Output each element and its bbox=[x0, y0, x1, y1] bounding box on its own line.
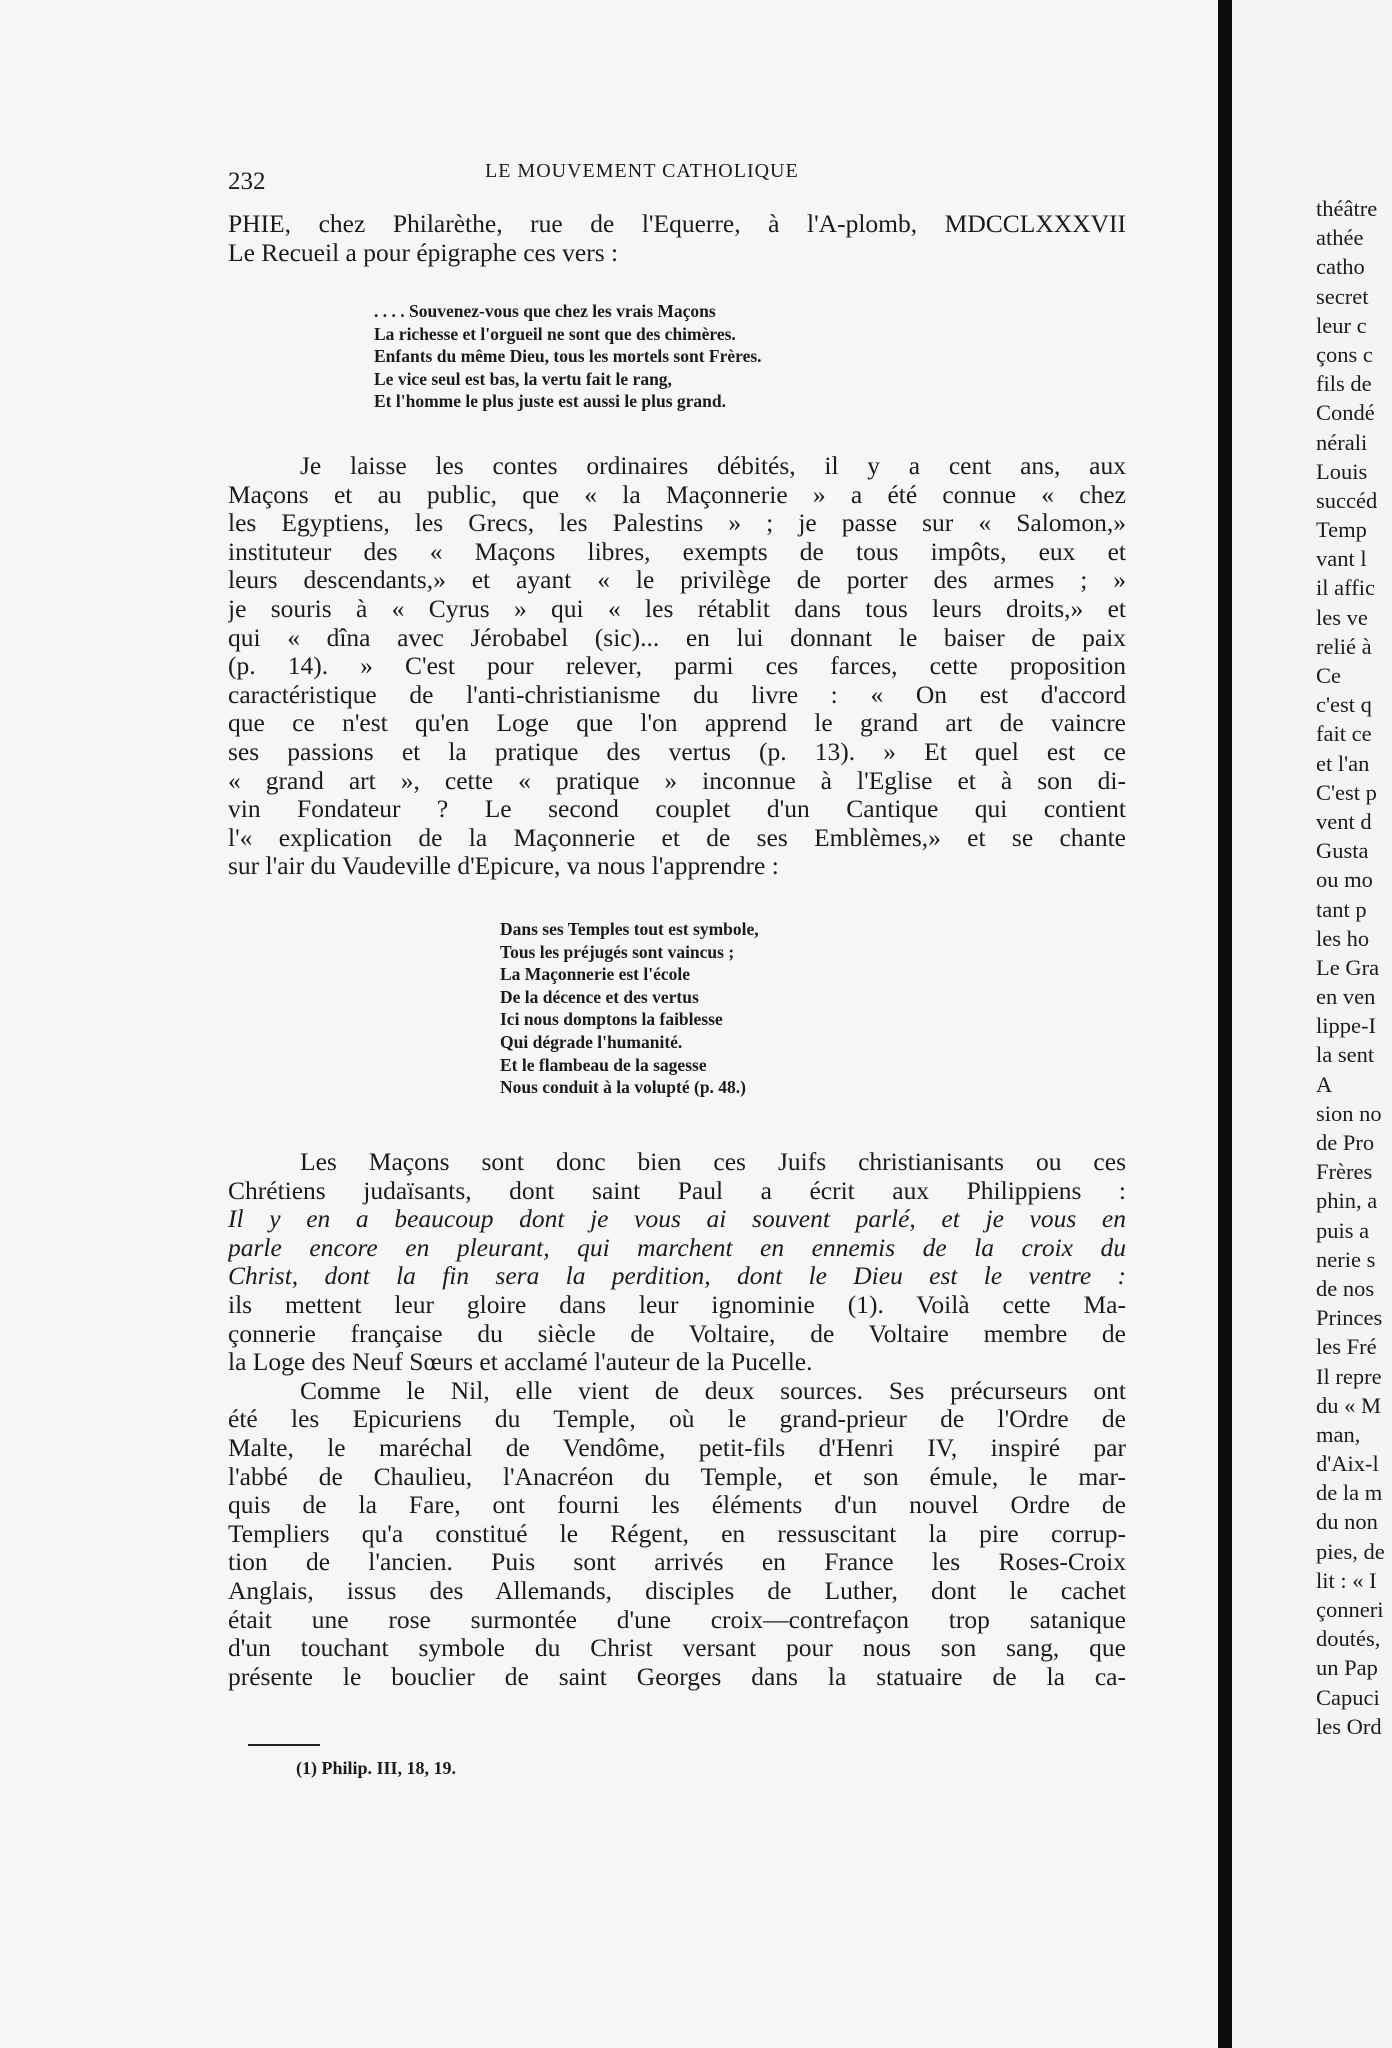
right-page-line: en ven bbox=[1316, 984, 1376, 1010]
text-line: tion de l'ancien. Puis sont arrivés en France les Roses-Croix bbox=[228, 1548, 1126, 1577]
right-page-line: de la m bbox=[1316, 1480, 1383, 1506]
right-page-line: les Fré bbox=[1316, 1334, 1377, 1360]
text-line: la Loge des Neuf Sœurs et acclamé l'auteur de la Pucelle. bbox=[228, 1348, 813, 1377]
text-line: Je laisse les contes ordinaires débités, il y a cent ans, aux bbox=[300, 452, 1126, 480]
verse-line: Tous les préjugés sont vaincus ; bbox=[500, 941, 735, 962]
right-page-line: relié à bbox=[1316, 633, 1372, 659]
text-line: sur l'air du Vaudeville d'Epicure, va nous l'apprendre : bbox=[228, 852, 779, 881]
paragraph-2 bbox=[228, 1148, 1126, 1691]
text-line: vin Fondateur ? Le second couplet d'un Cantique qui contient bbox=[228, 795, 1126, 824]
verse-line: La Maçonnerie est l'école bbox=[500, 964, 691, 985]
paragraph-1 bbox=[228, 452, 1126, 881]
right-page-line: théâtre bbox=[1316, 196, 1378, 221]
verse-line: Ici nous domptons la faiblesse bbox=[500, 1009, 723, 1030]
running-head: LE MOUVEMENT CATHOLIQUE bbox=[485, 160, 799, 182]
epigraph-verse bbox=[374, 300, 762, 413]
text-line: ses passions et la pratique des vertus (p. 13). » Et quel est ce bbox=[228, 737, 1126, 766]
footnote-rule bbox=[248, 1744, 320, 1746]
right-page-line: lit : « I bbox=[1316, 1567, 1377, 1593]
text-line: PHIE, chez Philarèthe, rue de l'Equerre, à l'A-plomb, MDCCLXXXVII bbox=[228, 210, 1126, 238]
right-page-line: la sent bbox=[1316, 1042, 1375, 1068]
verse-line: La richesse et l'orgueil ne sont que des chimères. bbox=[374, 323, 736, 344]
text-line: Anglais, issus des Allemands, disciples de Luther, dont le cachet bbox=[228, 1576, 1126, 1605]
verse-line: Qui dégrade l'humanité. bbox=[500, 1031, 683, 1052]
text-line: était une rose surmontée d'une croix—contrefaçon trop satanique bbox=[228, 1605, 1126, 1634]
right-page-line: de Pro bbox=[1316, 1130, 1375, 1155]
text-line: Le Recueil a pour épigraphe ces vers : bbox=[228, 238, 619, 267]
right-page-line: catho bbox=[1316, 254, 1365, 280]
right-page-line: c'est q bbox=[1316, 692, 1372, 718]
right-page bbox=[1232, 0, 1392, 2048]
verse-line: Et l'homme le plus juste est aussi le plus grand. bbox=[374, 391, 726, 412]
right-page-line: puis a bbox=[1316, 1217, 1370, 1243]
right-page-line: vent d bbox=[1316, 808, 1372, 834]
right-page-line: leur c bbox=[1316, 312, 1367, 338]
text-line: quis de la Fare, ont fourni les éléments d'un nouvel Ordre de bbox=[228, 1491, 1126, 1520]
right-page-line: un Pap bbox=[1316, 1655, 1378, 1681]
text-line: Il y en a beaucoup dont je vous ai souvent parlé, et je vous en bbox=[228, 1205, 1126, 1234]
right-page-line: pies, de bbox=[1316, 1538, 1385, 1564]
right-page-line: fait ce bbox=[1316, 721, 1372, 747]
right-page-line: Le Gra bbox=[1316, 954, 1380, 980]
right-page-line: de nos bbox=[1316, 1275, 1375, 1301]
right-page-line: çons c bbox=[1316, 341, 1373, 367]
text-line: l'« explication de la Maçonnerie et de ses Emblèmes,» et se chante bbox=[228, 823, 1126, 852]
text-line: leurs descendants,» et ayant « le privilège de porter des armes ; » bbox=[228, 566, 1126, 595]
text-line: je souris à « Cyrus » qui « les rétablit dans tous leurs droits,» et bbox=[228, 594, 1126, 623]
verse-line: Nous conduit à la volupté (p. 48.) bbox=[500, 1077, 747, 1098]
text-line: çonnerie française du siècle de Voltaire, de Voltaire membre de bbox=[228, 1319, 1126, 1348]
text-line: « grand art », cette « pratique » inconnue à l'Eglise et à son di- bbox=[228, 766, 1126, 795]
text-line: d'un touchant symbole du Christ versant pour nous son sang, que bbox=[228, 1634, 1126, 1663]
right-page-line: Princes bbox=[1316, 1305, 1383, 1331]
text-line: caractéristique de l'anti-christianisme du livre : « On est d'accord bbox=[228, 680, 1126, 709]
verse-line: Enfants du même Dieu, tous les mortels sont Frères. bbox=[374, 346, 762, 367]
right-page-line: il affic bbox=[1316, 575, 1375, 601]
text-line: qui « dîna avec Jérobabel (sic)... en lui donnant le baiser de paix bbox=[228, 623, 1126, 652]
right-page-line: les ve bbox=[1316, 604, 1368, 630]
text-line: Christ, dont la fin sera la perdition, dont le Dieu est le ventre : bbox=[228, 1262, 1126, 1291]
right-page-line: nerie s bbox=[1316, 1246, 1376, 1272]
text-line: les Egyptiens, les Grecs, les Palestins » ; je passe sur « Salomon,» bbox=[228, 509, 1126, 538]
text-line: (p. 14). » C'est pour relever, parmi ces farces, cette proposition bbox=[228, 652, 1126, 681]
right-page-line: Il repre bbox=[1316, 1363, 1382, 1389]
right-page-line: tant p bbox=[1316, 896, 1367, 922]
right-page-column bbox=[1316, 194, 1392, 1741]
text-line: que ce n'est qu'en Loge que l'on apprend le grand art de vaincre bbox=[228, 709, 1126, 738]
right-page-line: Capuci bbox=[1316, 1684, 1380, 1710]
right-page-line: man, bbox=[1316, 1421, 1361, 1447]
text-block-top bbox=[228, 210, 1126, 267]
right-page-line: Temp bbox=[1316, 517, 1367, 543]
text-line: Templiers qu'a constitué le Régent, en ressuscitant la pire corrup- bbox=[228, 1519, 1126, 1548]
text-line: ils mettent leur gloire dans leur ignominie (1). Voilà cette Ma- bbox=[228, 1290, 1126, 1319]
right-page-line: secret bbox=[1316, 283, 1369, 309]
right-page-line: ou mo bbox=[1316, 867, 1373, 893]
right-page-line: A bbox=[1316, 1071, 1333, 1097]
verse-line: Et le flambeau de la sagesse bbox=[500, 1054, 707, 1075]
text-line: instituteur des « Maçons libres, exempts de tous impôts, eux et bbox=[228, 537, 1126, 566]
right-page-line: C'est p bbox=[1316, 779, 1377, 805]
right-page-line: les ho bbox=[1316, 925, 1370, 951]
text-line: l'abbé de Chaulieu, l'Anacréon du Temple, et son émule, le mar- bbox=[228, 1462, 1126, 1491]
right-page-line: succéd bbox=[1316, 487, 1378, 513]
right-page-line: vant l bbox=[1316, 546, 1367, 572]
text-line: été les Epicuriens du Temple, où le grand-prieur de l'Ordre de bbox=[228, 1405, 1126, 1434]
right-page-line: les Ord bbox=[1316, 1713, 1382, 1739]
page-number: 232 bbox=[228, 168, 266, 195]
right-page-line: et l'an bbox=[1316, 750, 1370, 776]
footnote: (1) Philip. III, 18, 19. bbox=[296, 1758, 457, 1778]
text-line: Les Maçons sont donc bien ces Juifs christianisants ou ces bbox=[300, 1148, 1126, 1176]
right-page-line: fils de bbox=[1316, 371, 1372, 397]
text-line: Maçons et au public, que « la Maçonnerie » a été connue « chez bbox=[228, 480, 1126, 509]
right-page-line: çonneri bbox=[1316, 1597, 1384, 1622]
verse-line: . . . . Souvenez-vous que chez les vrais Maçons bbox=[374, 301, 716, 321]
right-page-line: doutés, bbox=[1316, 1626, 1381, 1652]
verse-line: De la décence et des vertus bbox=[500, 986, 699, 1007]
right-page-line: lippe-I bbox=[1316, 1013, 1376, 1039]
right-page-line: Condé bbox=[1316, 400, 1375, 426]
right-page-line: phin, a bbox=[1316, 1188, 1378, 1214]
right-page-line: Frères bbox=[1316, 1159, 1373, 1185]
text-line: Malte, le maréchal de Vendôme, petit-fils d'Henri IV, inspiré par bbox=[228, 1433, 1126, 1462]
verse-line: Dans ses Temples tout est symbole, bbox=[500, 919, 759, 939]
right-page-line: Gusta bbox=[1316, 838, 1369, 864]
text-line: présente le bouclier de saint Georges dans la statuaire de la ca- bbox=[228, 1662, 1126, 1691]
right-page-line: sion no bbox=[1316, 1100, 1382, 1126]
right-page-line: Louis bbox=[1316, 458, 1368, 484]
book-gutter bbox=[1218, 0, 1232, 2048]
right-page-line: nérali bbox=[1316, 429, 1368, 455]
cantique-verse bbox=[500, 918, 759, 1099]
text-line: Comme le Nil, elle vient de deux sources. Ses précurseurs ont bbox=[300, 1376, 1126, 1405]
right-page-line: d'Aix-l bbox=[1316, 1451, 1379, 1477]
right-page-line: athée bbox=[1316, 225, 1364, 251]
verse-line: Le vice seul est bas, la vertu fait le rang, bbox=[374, 368, 672, 389]
right-page-line: Ce bbox=[1316, 663, 1341, 688]
text-line: Chrétiens judaïsants, dont saint Paul a écrit aux Philippiens : bbox=[228, 1176, 1126, 1205]
text-line: parle encore en pleurant, qui marchent en ennemis de la croix du bbox=[228, 1233, 1126, 1262]
right-page-line: du « M bbox=[1316, 1392, 1382, 1418]
right-page-line: du non bbox=[1316, 1509, 1378, 1535]
